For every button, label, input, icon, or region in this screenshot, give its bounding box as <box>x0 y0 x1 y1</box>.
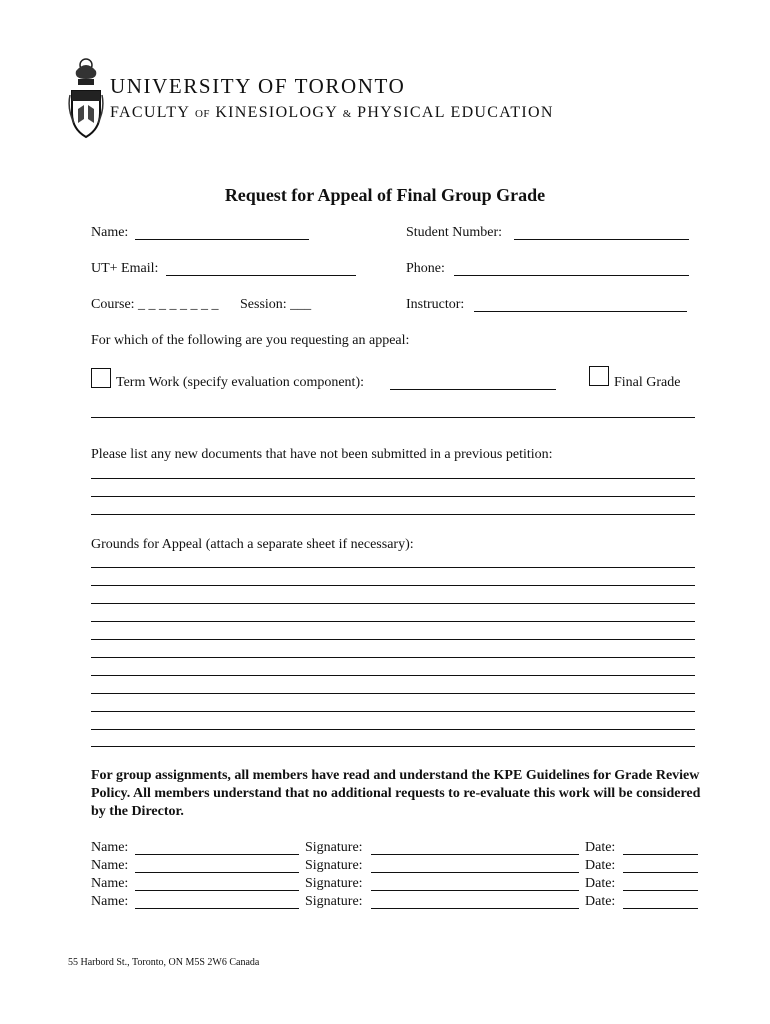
sig-signature-field[interactable] <box>371 908 579 909</box>
university-crest-logo <box>68 57 104 139</box>
name-label: Name: <box>91 225 129 240</box>
final-grade-checkbox[interactable] <box>589 366 609 386</box>
documents-line[interactable] <box>91 478 695 479</box>
appeal-question: For which of the following are you requesting an appeal: <box>91 333 410 348</box>
sig-name-field[interactable] <box>135 854 299 855</box>
sig-name-label: Name: <box>91 840 129 855</box>
university-name: UNIVERSITY OF TORONTO <box>110 74 406 98</box>
sig-signature-label: Signature: <box>305 840 363 855</box>
sig-name-field[interactable] <box>135 872 299 873</box>
sig-name-label: Name: <box>91 876 129 891</box>
footer-address: 55 Harbord St., Toronto, ON M5S 2W6 Canada <box>68 957 260 968</box>
sig-date-field[interactable] <box>623 872 698 873</box>
faculty-ampersand: & <box>342 108 352 120</box>
grounds-line[interactable] <box>91 729 695 730</box>
grounds-line[interactable] <box>91 585 695 586</box>
instructor-label: Instructor: <box>406 297 465 312</box>
grounds-line[interactable] <box>91 711 695 712</box>
faculty-physical-education: PHYSICAL EDUCATION <box>357 104 554 121</box>
section-divider <box>91 417 695 418</box>
grounds-prompt: Grounds for Appeal (attach a separate sheet if necessary): <box>91 537 414 552</box>
faculty-name <box>110 104 554 122</box>
final-grade-label: Final Grade <box>614 375 681 390</box>
sig-date-label: Date: <box>585 894 616 909</box>
sig-signature-field[interactable] <box>371 872 579 873</box>
sig-date-field[interactable] <box>623 908 698 909</box>
sig-date-label: Date: <box>585 840 616 855</box>
sig-name-field[interactable] <box>135 908 299 909</box>
sig-signature-label: Signature: <box>305 858 363 873</box>
student-number-field[interactable] <box>514 239 689 240</box>
form-title: Request for Appeal of Final Group Grade <box>224 185 546 205</box>
documents-line[interactable] <box>91 514 695 515</box>
sig-name-label: Name: <box>91 858 129 873</box>
faculty-word: FACULTY <box>110 104 190 121</box>
phone-field[interactable] <box>454 275 689 276</box>
grounds-line[interactable] <box>91 621 695 622</box>
grounds-line[interactable] <box>91 693 695 694</box>
grounds-line[interactable] <box>91 675 695 676</box>
student-number-label: Student Number: <box>406 225 503 240</box>
grounds-line[interactable] <box>91 603 695 604</box>
instructor-field[interactable] <box>474 311 687 312</box>
grounds-line[interactable] <box>91 639 695 640</box>
sig-name-field[interactable] <box>135 890 299 891</box>
sig-signature-label: Signature: <box>305 876 363 891</box>
term-work-label: Term Work (specify evaluation component): <box>116 375 365 390</box>
faculty-kinesiology: KINESIOLOGY <box>215 104 338 121</box>
phone-label: Phone: <box>406 261 445 276</box>
sig-signature-field[interactable] <box>371 890 579 891</box>
sig-date-field[interactable] <box>623 854 698 855</box>
name-field[interactable] <box>135 239 309 240</box>
documents-line[interactable] <box>91 496 695 497</box>
sig-date-label: Date: <box>585 876 616 891</box>
email-field[interactable] <box>166 275 356 276</box>
grounds-line[interactable] <box>91 746 695 747</box>
policy-statement: For group assignments, all members have read and understand the KPE Guidelines for Grade Review Policy. All members understand that no additional requests to re-evaluate this work will be considered by the Director. <box>91 768 701 819</box>
sig-date-field[interactable] <box>623 890 698 891</box>
term-work-checkbox[interactable] <box>91 368 111 388</box>
sig-name-label: Name: <box>91 894 129 909</box>
grounds-line[interactable] <box>91 567 695 568</box>
email-label: UT+ Email: <box>91 261 159 276</box>
course-label[interactable]: Course: _ _ _ _ _ _ _ _ <box>91 297 219 312</box>
sig-date-label: Date: <box>585 858 616 873</box>
sig-signature-label: Signature: <box>305 894 363 909</box>
faculty-of: OF <box>194 108 211 120</box>
term-work-component-field[interactable] <box>390 389 556 390</box>
grounds-line[interactable] <box>91 657 695 658</box>
sig-signature-field[interactable] <box>371 854 579 855</box>
session-label[interactable]: Session: ___ <box>240 297 312 312</box>
documents-prompt: Please list any new documents that have not been submitted in a previous petition: <box>91 447 553 462</box>
